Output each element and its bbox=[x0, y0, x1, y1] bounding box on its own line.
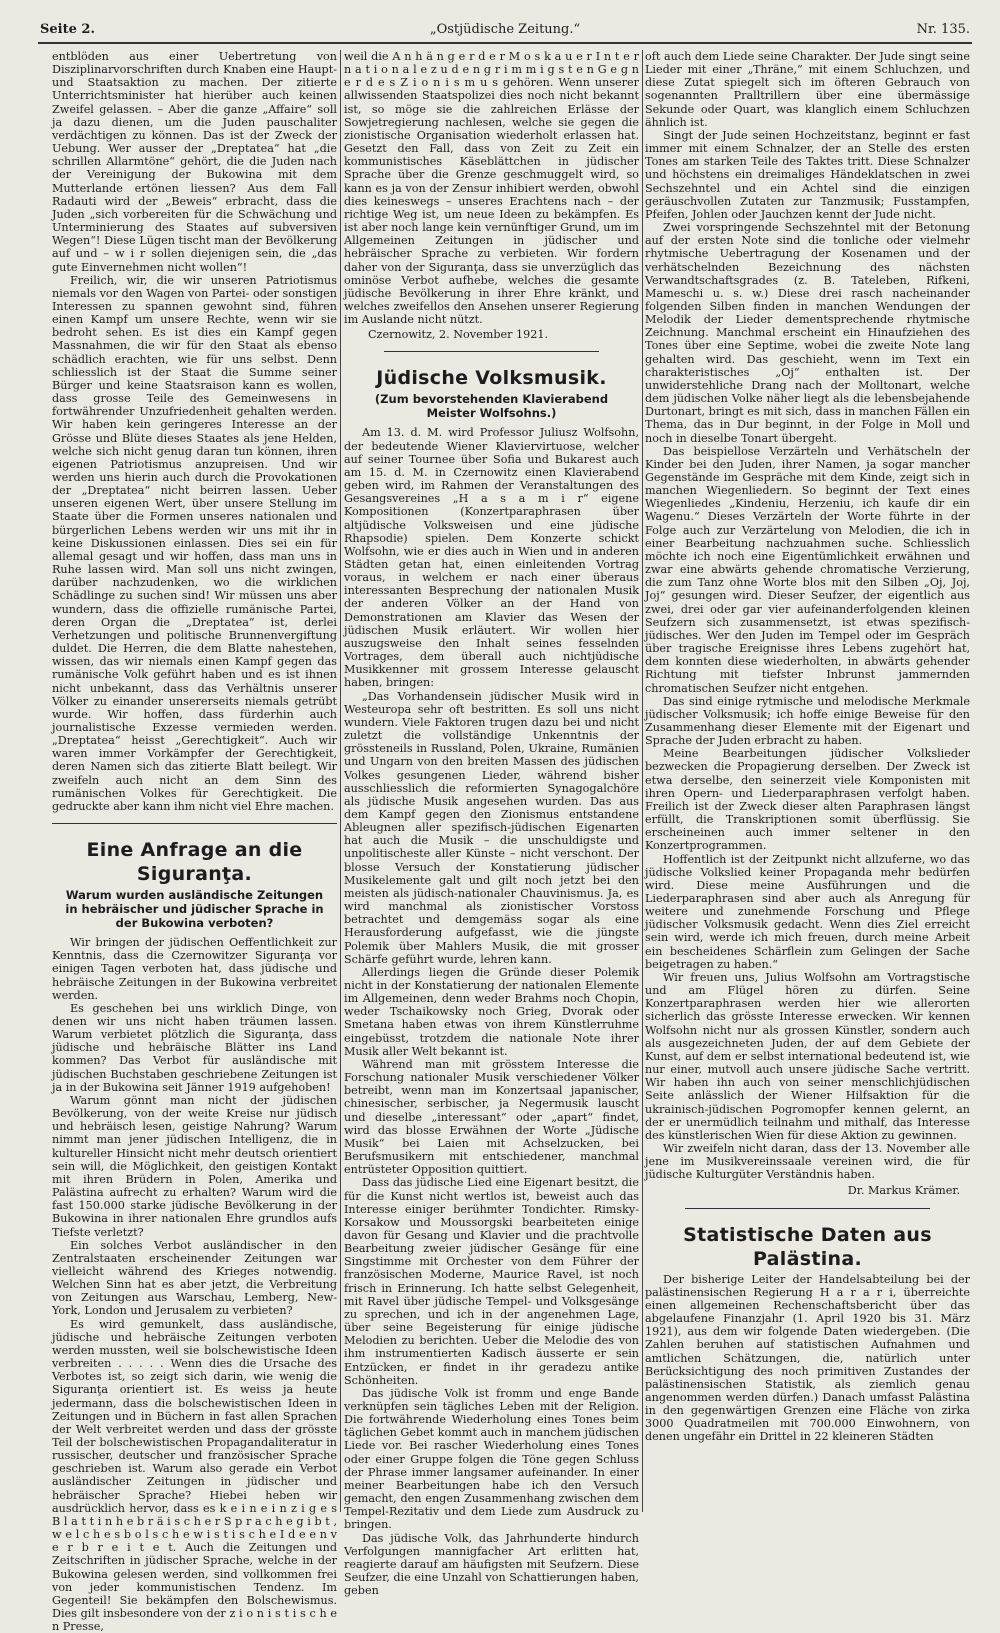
paragraph: Allerdings liegen die Gründe dieser Polemik nicht in der Konstatierung der nationalen Elemente im Allgemeinen, denn weder Brahms noch Chopin, weder Tschaikowsky noch Grieg, Dvorak oder Smetana haben etwas von ihrem Künstlerruhme eingebüsst, trotzdem die nationale Note ihrer Musik aller Welt bekannt ist. bbox=[344, 965, 639, 1058]
paragraph: Dass das jüdische Lied eine Eigenart besitzt, die für die Kunst nicht wertlos ist, beweist auch das Interesse einiger berühmter Tondichter. Rimsky-Korsakow und Moussorgski bearbeiteten einige davon für Gesang und Klavier und die prachtvolle Bearbeitung zweier jüdischer Gesänge für eine Singstimme mit Orchester von dem Führer der französischen Moderne, Maurice Ravel, ist noch frisch in Erinnerung. Ich hatte selbst Gelegenheit, mit Ravel über jüdische Tempel- und Volksgesänge zu sprechen, und ich in der angenehmen Lage, über seine Begeisterung für einige jüdische Melodien zu berichten. Ueber die Melodie des von ihm instrumentierten Kadisch äusserte er sein Entzücken, er findet in ihr geradezu antike Schönheiten. bbox=[344, 1176, 639, 1387]
author-signature: Dr. Markus Krämer. bbox=[847, 1184, 960, 1198]
issue-number: Nr. 135. bbox=[916, 22, 970, 37]
newspaper-title: „Ostjüdische Zeitung.“ bbox=[429, 22, 581, 37]
dateline: Czernowitz, 2. November 1921. bbox=[368, 328, 549, 342]
paragraph: Das jüdische Volk ist fromm und enge Bande verknüpfen sein tägliches Leben mit der Religion. Die fortwährende Wiederholung eines Tones beim täglichen Gebet kommt auch in manchem jüdischen Liede vor. Bei rascher Wiederholung eines Tones oder einer Gruppe folgen die Töne gegen Schluss der Phrase immer langsamer aufeinander. In einer meiner Bearbeitungen habe ich den Versuch gemacht, den engen Zusammenhang zwischen dem Tempel-Rezitativ und dem Liede zum Ausdruck zu bringen. bbox=[344, 1386, 639, 1532]
article-title-siguranta: Eine Anfrage an die Siguranţa. bbox=[86, 839, 303, 886]
paragraph: Das beispiellose Verzärteln und Verhätscheln der Kinder bei den Juden, ihrer Namen, ja sogar mancher Gegenstände im Gespräche mit dem Kinde, zeigt sich in manchen Wiegenliedern. So beginnt der Text eines Wiegenliedes „Kindeniu, Herzeniu, ich kaufe dir ein Wagenu.“ Dieses Verzärteln der Worte führte in der Folge auch zur Verzärtelung von Melodien, die ich in einer Bearbeitung nachzuahmen suche. Schliesslich möchte ich noch eine Eigentümlichkeit erwähnen und zwar eine abwärts gehende chromatische Verzierung, die zum Tanz ohne Worte blos mit den Silben „Oj, Joj, Joj“ gesungen wird. Dieser Seufzer, der eigentlich aus zwei, drei oder gar vier aufeinanderfolgenden kleinen Seufzern sich zusammensetzt, ist etwas spezifisch-jüdisches. Wer den Juden im Tempel oder im Gespräch über tragische Ereignisse ihres Lebens zugehört hat, dem konnten diese wiederholten, in abwärts gehender Richtung mit tiefster Inbrunst jammernden chromatischen Seufzer nicht entgehen. bbox=[645, 444, 970, 695]
article-subtitle-siguranta: Warum wurden ausländische Zeitungen in hebräischer und jüdischer Sprache in der Bukowina verboten? bbox=[65, 888, 324, 931]
paragraph: Hoffentlich ist der Zeitpunkt nicht allzuferne, wo das jüdische Volkslied keiner Propaganda mehr bedürfen wird. Diese meine Ausführungen und die Liederparaphrasen sind aber auch als Anregung für weitere und zunehmende Forschung und Pflege jüdischer Volksmusik gedacht. Wenn dies Ziel erreicht sein wird, werde ich mich freuen, durch meine Arbeit ein bescheidenes Schärflein zum Gelingen der Sache beigetragen zu haben.“ bbox=[645, 852, 970, 971]
paragraph: „Das Vorhandensein jüdischer Musik wird in Westeuropa sehr oft bestritten. Es soll uns nicht wundern. Viele Faktoren trugen dazu bei und nicht zuletzt die vollständige Unkenntnis der grössteneils in Russland, Polen, Ukraine, Rumänien und Ungarn von den breiten Massen des jüdischen Volkes gesungenen Lieder, während bisher ausschliesslich die reformierten Synagogalchöre als jüdische Musik angesehen wurden. Das aus dem Kampf gegen den Zionismus entstandene Ableugnen aller spezifisch-jüdischen Eigenarten hat auch die Musik – die unschuldigste und unpolitischeste aller Künste – nicht verschont. Der blosse Versuch der Konstatierung jüdischer Musikelemente galt und gilt noch jetzt bei den meisten als jüdisch-nationaler Chauvinismus. Ja, es wird manchmal als zionistischer Vorstoss betrachtet und demgemäss sogar als eine Herausforderung aufgefasst, wie die jüngste Polemik über Mahlers Musik, die mit grosser Schärfe geführt wurde, lehren kann. bbox=[344, 689, 639, 966]
column-divider bbox=[340, 50, 341, 1512]
paragraph: entblöden aus einer Uebertretung von Disziplinarvorschriften durch Knaben eine Haupt- und Staatsaktion zu machen. Der zitierte Unterrichtsminister hat hierüber auch keinen Zweifel gelassen. – Aber die ganze „Affaire“ soll ja dazu dienen, um die Juden pauschaliter verdächtigen zu können. Das ist der Zweck der Uebung. Wer ausser der „Dreptatea“ hat „die schrillen Allarmtöne“ gehört, die die Juden nach der Vereinigung der Bukowina mit dem Mutterlande ertönen liessen? Aus dem Fall Radauti wird der „Beweis“ erbracht, dass die Juden „sich vorbereiten für die Schwächung und Unterminierung des Staates auf subversiven Wegen“! Diese Lügen tischt man der Bevölkerung auf und – w i r sollen diejenigen sein, die „das gute Einvernehmen nicht wollen“! bbox=[52, 50, 337, 274]
paragraph: Während man mit grösstem Interesse die Forschung nationaler Musik verschiedener Völker betreibt, wenn man im Konzertsaal japanischer, chinesischer, serbischer, ja Negermusik lauscht und dieselbe „interessant“ oder „apart“ findet, wird das blosse Erwähnen der Worte „Jüdische Musik“ bei Laien mit Achselzucken, bei Berufsmusikern mit entschiedener, manchmal entrüsteter Opposition quittiert. bbox=[344, 1057, 639, 1177]
section-divider bbox=[52, 823, 337, 824]
paragraph: Warum gönnt man nicht der jüdischen Bevölkerung, von der weite Kreise nur jüdisch und hebräisch lesen, geistige Nahrung? Warum nimmt man jener jüdischen Intelligenz, die in kultureller Hinsicht nicht mehr deutsch orientiert sein will, die Möglichkeit, den geistigen Kontakt mit ihren Brüdern in Polen, Amerika und Palästina aufrecht zu erhalten? Warum wird die fast 150.000 starke jüdische Bevölkerung in der Bukowina in ihrer nationalen Ehre grundlos aufs Tiefste verletzt? bbox=[52, 1093, 337, 1239]
section-divider bbox=[685, 1208, 930, 1209]
paragraph: Singt der Jude seinen Hochzeitstanz, beginnt er fast immer mit einem Schnalzer, der an Stelle des ersten Tones am starken Teile des Taktes tritt. Diese Schnalzer und höchstens ein dreimaliges Händeklatschen in zwei Sechszehntel und ein Achtel sind die einzigen geräuschvollen Zutaten zur Tanzmusik; Fusstampfen, Pfeifen, Johlen oder Jauchzen kennt der Jude nicht. bbox=[645, 128, 970, 221]
paragraph: Zwei vorspringende Sechszehntel mit der Betonung auf der ersten Note sind die tonliche oder vielmehr rhytmische Uebertragung der Kosenamen und der verhätschelnden Bezeichnung des nächsten Verwandtschaftsgrades (z. B. Tateleben, Rifkeni, Mameschi u. s. w.) Diese drei rasch nacheinander folgenden Silben finden in manchen Wendungen der Melodik der Lieder dementsprechende rhytmische Zeichnung. Manchmal erscheint ein Hinaufziehen des Tones über eine Septime, wobei die zweite Note lang gehalten wird. Das geschieht, wenn im Text ein charakteristisches „Oj“ enthalten ist. Der unwiderstehliche Drang nach der Molltonart, welche dem jüdischen Volke näher liegt als die lebensbejahende Durtonart, bringt es mit sich, dass in manchen Fällen ein Thema, das in Dur beginnt, in der Folge in Moll und noch in dieselbe Tonart übergeht. bbox=[645, 221, 970, 445]
paragraph: Das sind einige rytmische und melodische Merkmale jüdischer Volksmusik; ich hoffe einige Beweise für den Zusammenhang dieser Elemente mit der Eigenart und Sprache der Juden erbracht zu haben. bbox=[645, 694, 970, 748]
paragraph: Wir zweifeln nicht daran, dass der 13. November alle jene im Musikvereinssaale vereinen wird, die für jüdische Kulturgüter Verständnis haben. bbox=[645, 1141, 970, 1182]
column-1 bbox=[52, 50, 337, 1633]
paragraph: Das jüdische Volk, das Jahrhunderte hindurch Verfolgungen mannigfacher Art erlitten hat, reagierte darauf am häufigsten mit Seufzern. Diese Seufzer, die eine Unzahl von Schattierungen haben, geben bbox=[344, 1531, 639, 1598]
paragraph: oft auch dem Liede seine Charakter. Der Jude singt seine Lieder mit einer „Thräne,“ mit einem Schluchzen, und diese Zutat spiegelt sich im öfteren Gebrauch von sogenannten Pralltrillern über eine übermässige Sekunde oder Quart, was klanglich einem Schluchzen ähnlich ist. bbox=[645, 50, 970, 129]
paragraph: Es wird gemunkelt, dass ausländische, jüdische und hebräische Zeitungen verboten werden mussten, weil sie bolschewistische Ideen verbreiten . . . . . Wenn dies die Ursache des Verbotes ist, so zeigt sich darin, wie wenig die Siguranţa orientiert ist. Es weiss ja heute jedermann, dass die bolschewistischen Ideen in Zeitungen und in Büchern in fast allen Sprachen der Welt verbreitet werden und dass der grösste Teil der bolschewistischen Propagandaliteratur in russischer, deutscher und französischer Sprache geschrieben ist. Warum also gerade ein Verbot ausländischer Zeitungen in jüdischer und hebräischer Sprache? Hiebei heben wir ausdrücklich hervor, dass es k e i n e i n z i g e s B l a t t i n h e b r ä i s c h e r S p r a c h e g i b t , w e l c h e s b o l s c h e w i s t i s c h e I d e e n v e r b r e i t e t. Auch die Zeitungen und Zeitschriften in jüdischer Sprache, welche in der Bukowina gelesen werden, sind vollkommen frei von jeder kommunistischen Tendenz. Im Gegenteil! Sie bekämpfen den Bolschewismus. Dies gilt insbesondere von der z i o n i s t i s c h e n Presse, bbox=[52, 1317, 337, 1633]
paragraph: Freilich, wir, die wir unseren Patriotismus niemals vor den Wagen von Partei- oder sonstigen Interessen zu spannen gewohnt sind, führen einen Kampf um unsere Rechte, wenn wir sie bedroht sehen. Es ist dies ein Kampf gegen Massnahmen, die wir für den Staat als ebenso schädlich erachten, wie für uns selbst. Denn schliesslich ist der Staat die Summe seiner Bürger und keine Staatsraison kann es wollen, dass grosse Teile des Gemeinwesens in fortwährender Unzufriedenheit gehalten werden. Wir haben kein geringeres Interesse an der Grösse und Blüte dieses Staates als jene Helden, welche sich nicht genug daran tun können, ihren eigenen Patriotismus anzupreisen. Und wir werden uns hierin auch durch die Provokationen der „Dreptatea“ nicht beirren lassen. Ueber unseren eigenen Wert, über unsere Stellung im Staate über die Formen unseres nationalen und bürgerlichen Lebens werden wir uns mit ihr in keine Diskussionen einlassen. Dies sei ein für allemal gesagt und wir hoffen, dass man uns in Ruhe lassen wird. Man soll uns nicht zwingen, darüber nachzudenken, wo die wirklichen Schädlinge zu suchen sind! Wir müssen uns aber wundern, dass die offizielle rumänische Partei, deren Organ die „Dreptatea“ ist, derlei Verhetzungen und politische Brunnenvergiftung duldet. Die Herren, die dem Blatte nahestehen, wissen, das wir niemals einen Kampf gegen das rumänische Volk geführt haben und es ist ihnen nicht unbekannt, dass das Verhältnis unserer Völker zu einander unsererseits niemals getrübt wurde. Wir hoffen, dass fürderhin auch journalistische Exzesse vermieden werden. „Dreptatea“ heisst „Gerechtigkeit“. Auch wir waren immer Vorkämpfer der Gerechtigkeit, deren Namen sich das zitierte Blatt beilegt. Wir zweifeln auch nicht an dem Sinn des rumänischen Volkes für Gerechtigkeit. Die gedruckte aber kann ihm nicht viel Ehre machen. bbox=[52, 273, 337, 813]
article-title-volksmusik: Jüdische Volksmusik. bbox=[376, 367, 607, 390]
paragraph: Wir bringen der jüdischen Oeffentlichkeit zur Kenntnis, dass die Czernowitzer Siguranţa vor einigen Tagen verboten hat, dass jüdische und hebräische Zeitungen in der Bukowina verbreitet werden. bbox=[52, 936, 337, 1002]
paragraph: Ein solches Verbot ausländischer in den Zentralstaaten erscheinender Zeitungen war vielleicht während des Krieges notwendig. Welchen Sinn hat es aber jetzt, die Verbreitung von Zeitungen aus Warschau, Lemberg, New-York, London und Jerusalem zu verbieten? bbox=[52, 1238, 337, 1318]
page-number: Seite 2. bbox=[40, 22, 95, 37]
paragraph: Es geschehen bei uns wirklich Dinge, von denen wir uns nicht haben träumen lassen. Warum verbietet plötzlich die Siguranţa, dass jüdische und hebräische Blätter ins Land kommen? Das Verbot für ausländische mit jüdischen Buchstaben geschriebene Zeitungen ist ja in der Bukowina seit Jänner 1919 aufgehoben! bbox=[52, 1001, 337, 1094]
column-divider bbox=[642, 50, 643, 1512]
paragraph: weil die A n h ä n g e r d e r M o s k a u e r I n t e r n a t i o n a l e z u d e n g r i m m i g s t e n G e g n e r d e s Z i o n i s m u s gehören. Wenn unserer allwissenden Staatspolizei dies noch nicht bekannt ist, so möge sie die zahlreichen Erlässe der Sowjetregierung nachlesen, welche sie gegen die zionistische Organisation wiederholt erlassen hat. Gesetzt den Fall, dass von Zeit zu Zeit ein kommunistisches Käseblättchen in jüdischer Sprache über die Grenze geschmuggelt wird, so kann es ja von der Zensur inhibiert werden, obwohl dies keineswegs – unseres Erachtens nach – der richtige Weg ist, um neue Ideen zu bekämpfen. Es ist aber noch lange kein vernünftiger Grund, um im Allgemeinen Zeitungen in jüdischer und hebräischer Sprache zu verbieten. Wir fordern daher von der Siguranţa, dass sie unverzüglich das ominöse Verbot aufhebe, welches die gesamte jüdische Bevölkerung in ihrer Ehre kränkt, und welches zweifellos den Ansehen unserer Regierung im Auslande nicht nützt. bbox=[344, 50, 639, 327]
column-2 bbox=[344, 50, 639, 1598]
paragraph: Der bisherige Leiter der Handelsabteilung bei der palästinensischen Regierung H a r a r i, überreichte einen allgemeinen Rechenschaftsbericht über das abgelaufene Finanzjahr (1. April 1920 bis 31. März 1921), aus dem wir folgende Daten wiedergeben. (Die Zahlen beruhen auf statistischen Aufnahmen und amtlichen Schätzungen, die, natürlich unter Berücksichtigung des noch primitiven Zustandes der palästinensischen Statistik, als ziemlich genau angenommen werden dürfen.) Danach umfasst Palästina in den gegenwärtigen Grenzen eine Fläche von zirka 3000 Quadratmeilen mit 700.000 Einwohnern, von denen ungefähr ein Drittel in 22 kleineren Städten bbox=[645, 1272, 970, 1444]
article-subtitle-volksmusik: (Zum bevorstehenden Klavierabend Meister Wolfsohns.) bbox=[374, 392, 609, 421]
page-header bbox=[38, 22, 972, 44]
column-3 bbox=[645, 50, 970, 1512]
paragraph: Am 13. d. M. wird Professor Juliusz Wolfsohn, der bedeutende Wiener Klaviervirtuose, welcher auf seiner Tournee über Sofia und Bukarest auch am 15. d. M. in Czernowitz einen Klavierabend geben wird, im Rahmen der Veranstaltungen des Gesangsvereines „H a s a m i r“ eigene Kompositionen (Konzertparaphrasen über altjüdische Volksweisen und eine jüdische Rhapsodie) spielen. Dem Konzerte schickt Wolfsohn, wie er dies auch in Wien und in anderen Städten getan hat, einen einleitenden Vortrag voraus, in welchem er nach einer überaus interessanten Besprechung der nationalen Musik der anderen Völker an der Hand von Demonstrationen am Klavier das Wesen der jüdischen Musik erläutert. Wir wollen hier auszugsweise den Inhalt seines fesselnden Vortrages, dem überall auch nichtjüdische Musikkenner mit grossem Interesse gelauscht haben, bringen: bbox=[344, 426, 639, 690]
section-divider bbox=[384, 351, 599, 352]
paragraph: Wir freuen uns, Julius Wolfsohn am Vortragstische und am Flügel hören zu dürfen. Seine Konzertparaphrasen werden hier wie allerorten sicherlich das grösste Interesse erwecken. Wir kennen Wolfsohn nicht nur als grossen Künstler, sondern auch als ausgezeichneten Juden, der auf dem Gebiete der Kunst, auf dem er selbst international bedeutend ist, wie nur einer, mutvoll auch unsere jüdische Sache vertritt. Wir haben ihn auch von seiner menschlichjüdischen Seite anlässlich der Wiener Hilfsaktion für die ukrainisch-jüdischen Pogromopfer kennen gelernt, an der er unermüdlich teilnahm und mithalf, das Interesse des künstlerischen Wien für diese Aktion zu gewinnen. bbox=[645, 970, 970, 1142]
article-title-statistik: Statistische Daten aus Palästina. bbox=[683, 1223, 932, 1270]
paragraph: Meine Bearbeitungen jüdischer Volkslieder bezwecken die Propagierung derselben. Der Zweck ist etwa derselbe, den seinerzeit viele Komponisten mit ihren Opern- und Liederparaphrasen verfolgt haben. Freilich ist der Zweck dieser alten Paraphrasen längst erfüllt, die Transkriptionen somit überflüssig. Sie erscheineinen auch immer seltener in den Konzertprogrammen. bbox=[645, 747, 970, 853]
